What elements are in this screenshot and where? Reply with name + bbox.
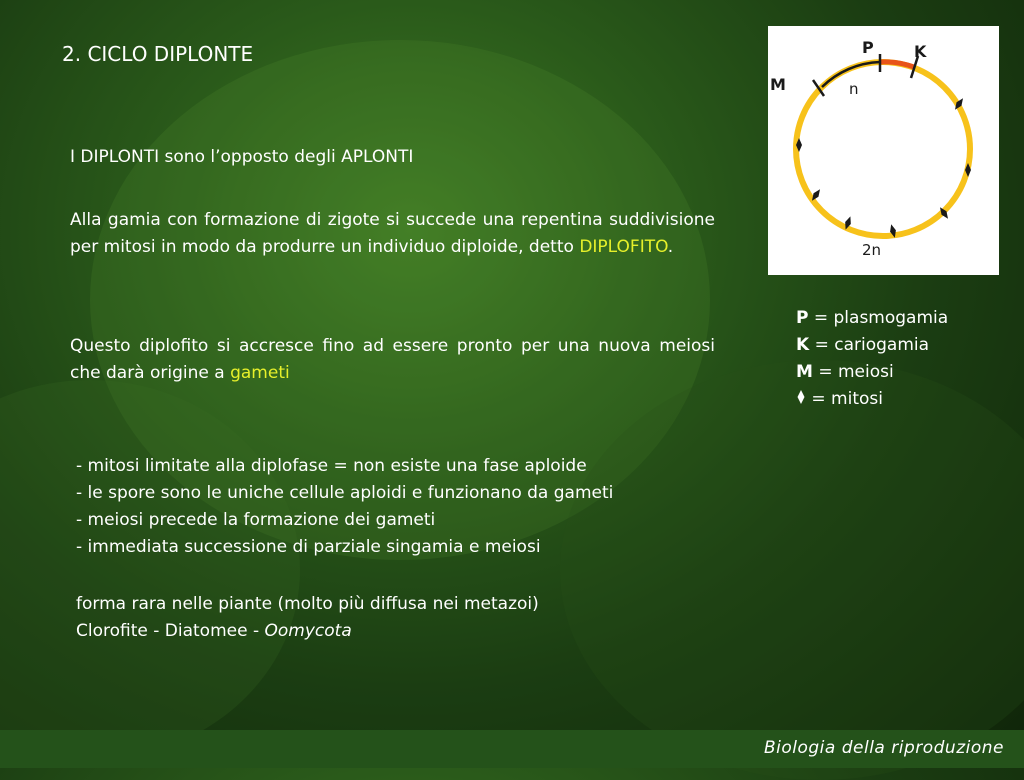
background-leaf (0, 380, 300, 760)
background-leaf (560, 360, 1024, 780)
gamia-paragraph (70, 207, 715, 261)
mitosis-marks (796, 97, 971, 239)
label-k: K (914, 42, 927, 61)
list-item: - meiosi precede la formazione dei gameti (76, 510, 436, 530)
legend-key: P (796, 308, 809, 328)
closing-line-2 (76, 618, 539, 645)
legend-text: = mitosi (806, 389, 883, 409)
list-item: - mitosi limitate alla diplofase = non esiste una fase aploide (76, 456, 587, 476)
legend-key: M (796, 362, 813, 382)
closing-line-1: forma rara nelle piante (molto più diffusa nei metazoi) (76, 594, 539, 614)
list-item: - immediata successione di parziale singamia e meiosi (76, 537, 541, 557)
label-2n: 2n (862, 241, 882, 259)
life-cycle-diagram (768, 26, 999, 275)
legend-key: K (796, 335, 810, 355)
diplofito-text: Questo diplofito si accresce fino ad essere pronto per una nuova meiosi che darà origine a (70, 336, 715, 383)
intro-paragraph: I DIPLONTI sono l’opposto degli APLONTI (70, 147, 414, 167)
organism-groups: Clorofite - Diatomee - (76, 621, 265, 641)
footer-title: Biologia della riproduzione (763, 738, 1004, 758)
legend-row-m (796, 359, 948, 386)
label-n: n (849, 80, 859, 98)
list-item: - le spore sono le uniche cellule aploidi e funzionano da gameti (76, 483, 614, 503)
gamia-text: Alla gamia con formazione di zigote si succede una repentina suddivisione per mitosi in modo da produrre un individuo diploide, detto (70, 210, 715, 257)
label-m: M (770, 75, 786, 94)
gamia-end: . (667, 237, 674, 257)
diplofito-paragraph (70, 333, 715, 387)
closing-note (76, 591, 539, 645)
oomycota-italic: Oomycota (264, 621, 352, 641)
legend-row-mitosi (796, 386, 948, 413)
slide-title: 2. CICLO DIPLONTE (62, 42, 254, 66)
diagram-legend (796, 305, 948, 413)
legend-row-k (796, 332, 948, 359)
diplofito-highlight: DIPLOFITO (579, 237, 668, 257)
gameti-highlight: gameti (230, 363, 290, 383)
mitosis-mark-icon (796, 389, 806, 405)
legend-text: = plasmogamia (808, 308, 949, 328)
feature-list (76, 453, 613, 561)
legend-text: = meiosi (812, 362, 894, 382)
label-p: P (862, 38, 874, 57)
legend-text: = cariogamia (809, 335, 930, 355)
legend-row-p (796, 305, 948, 332)
cycle-svg (768, 26, 999, 275)
footer-bar (0, 730, 1024, 768)
